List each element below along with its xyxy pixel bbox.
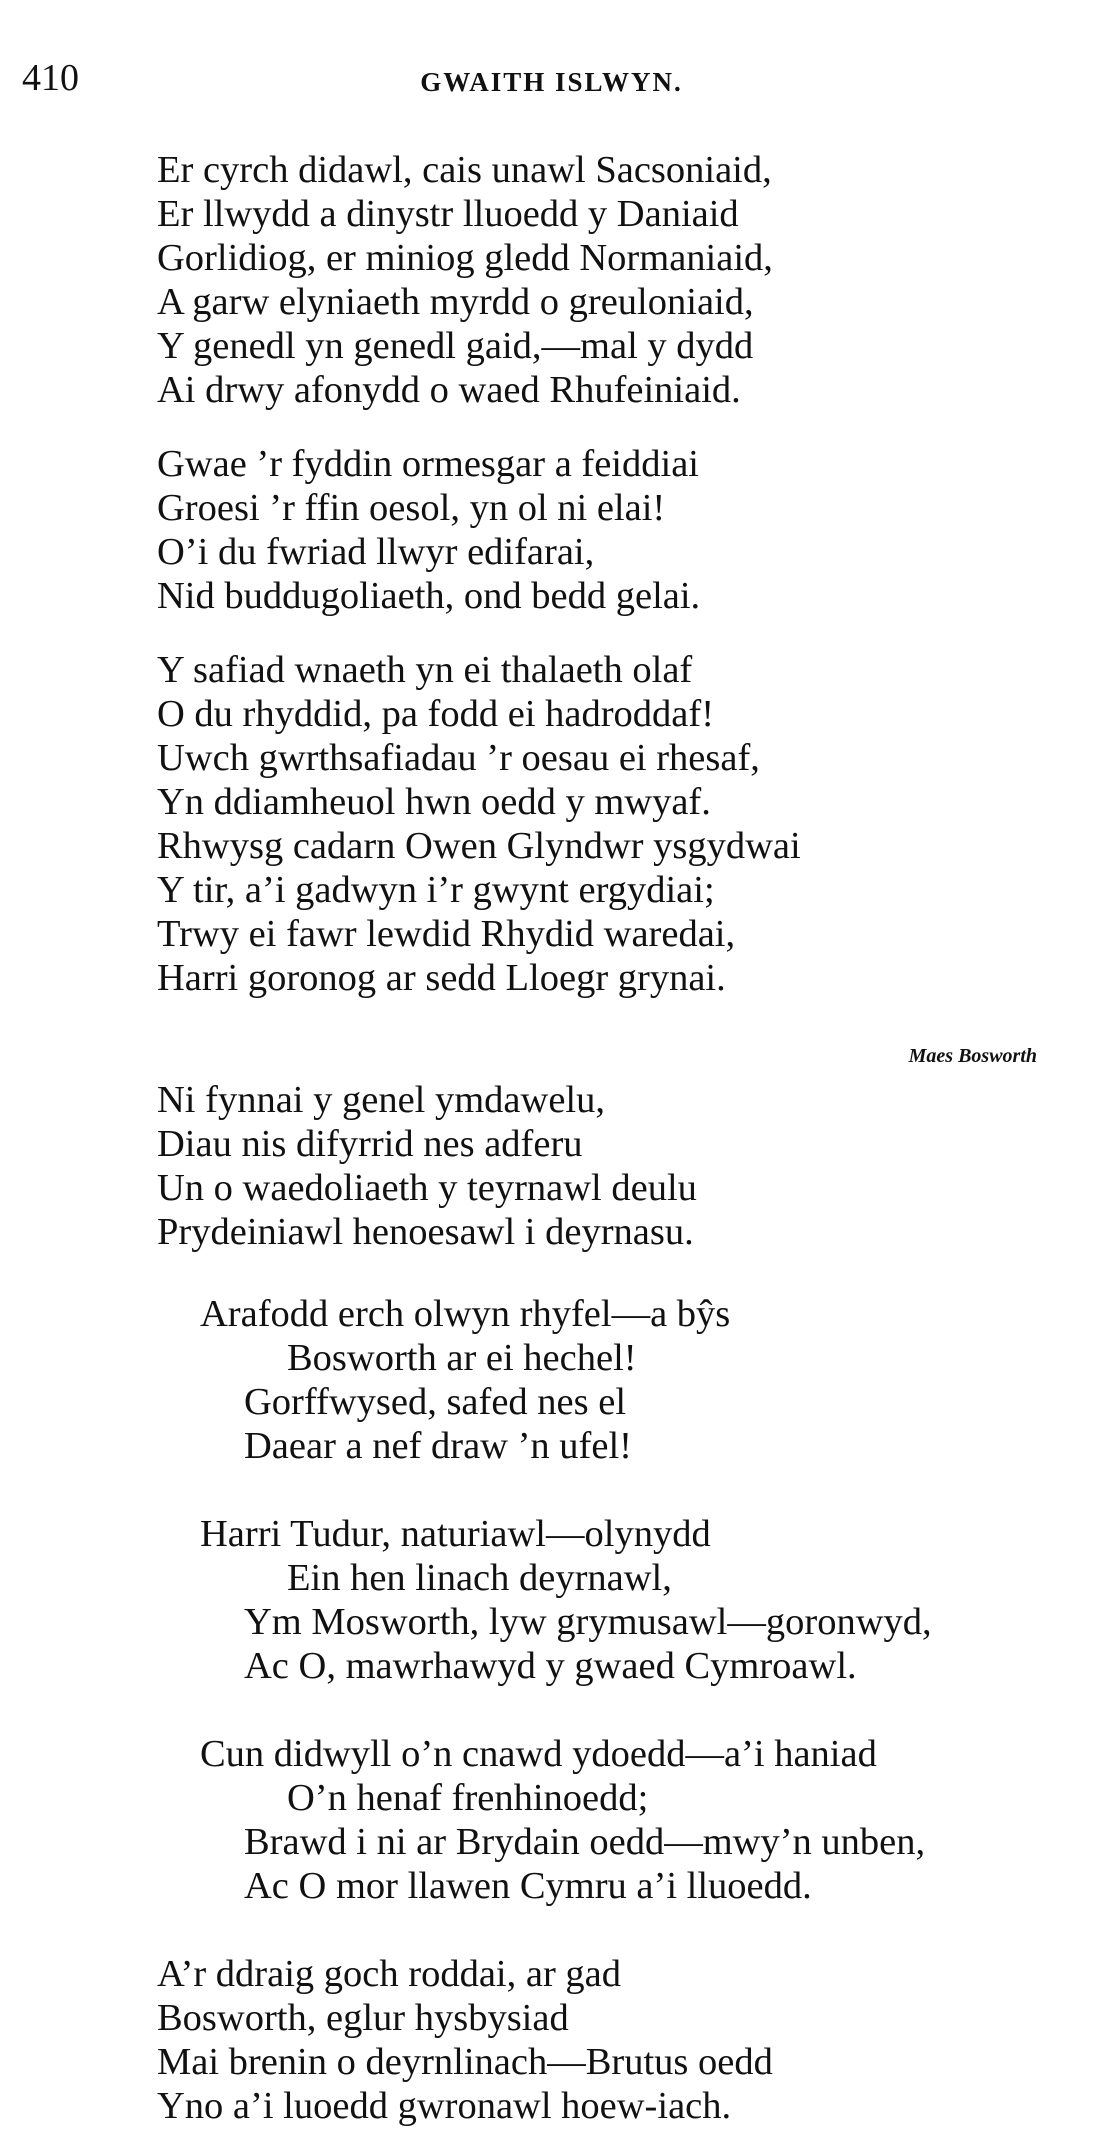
verse-line: Nid buddugoliaeth, ond bedd gelai. xyxy=(157,575,701,617)
verse-line: Ai drwy afonydd o waed Rhufeiniaid. xyxy=(157,369,741,411)
verse-line: Prydeiniawl henoesawl i deyrnasu. xyxy=(157,1211,694,1253)
verse-line: Cun didwyll o’n cnawd ydoedd—a’i haniad xyxy=(200,1733,877,1775)
verse-line: Daear a nef draw ’n ufel! xyxy=(244,1425,632,1467)
verse-line: Ym Mosworth, lyw grymusawl—goronwyd, xyxy=(244,1601,932,1643)
verse-line: Harri Tudur, naturiawl—olynydd xyxy=(200,1513,711,1555)
verse-line: Diau nis difyrrid nes adferu xyxy=(157,1123,583,1165)
verse-line: Uwch gwrthsafiadau ’r oesau ei rhesaf, xyxy=(157,737,760,779)
verse-line: Er llwydd a dinystr lluoedd y Daniaid xyxy=(157,193,739,235)
verse-line: Harri goronog ar sedd Lloegr grynai. xyxy=(157,957,726,999)
verse-line: Groesi ’r ffin oesol, yn ol ni elai! xyxy=(157,487,666,529)
verse-line: Y genedl yn genedl gaid,—mal y dydd xyxy=(157,325,754,367)
verse-line: Ni fynnai y genel ymdawelu, xyxy=(157,1079,605,1121)
verse-line: Bosworth, eglur hysbysiad xyxy=(157,1997,569,2039)
verse-line: Yn ddiamheuol hwn oedd y mwyaf. xyxy=(157,781,711,823)
verse-line: A’r ddraig goch roddai, ar gad xyxy=(157,1953,621,1995)
verse-line: O’n henaf frenhinoedd; xyxy=(287,1777,649,1819)
verse-line: Ein hen linach deyrnawl, xyxy=(287,1557,672,1599)
verse-line: Rhwysg cadarn Owen Glyndwr ysgydwai xyxy=(157,825,801,867)
verse-line: Ac O mor llawen Cymru a’i lluoedd. xyxy=(244,1865,812,1907)
verse-line: Y tir, a’i gadwyn i’r gwynt ergydiai; xyxy=(157,869,715,911)
verse-line: Er cyrch didawl, cais unawl Sacsoniaid, xyxy=(157,149,772,191)
verse-line: O du rhyddid, pa fodd ei hadroddaf! xyxy=(157,693,715,735)
verse-line: Y safiad wnaeth yn ei thalaeth olaf xyxy=(157,649,693,691)
verse-line: Trwy ei fawr lewdid Rhydid waredai, xyxy=(157,913,736,955)
verse-line: Gorffwysed, safed nes el xyxy=(244,1381,627,1423)
verse-line: Un o waedoliaeth y teyrnawl deulu xyxy=(157,1167,697,1209)
running-title: GWAITH ISLWYN. xyxy=(420,67,683,97)
verse-line: Ac O, mawrhawyd y gwaed Cymroawl. xyxy=(244,1645,857,1687)
margin-note: Maes Bosworth xyxy=(908,1045,1037,1067)
verse-line: Yno a’i luoedd gwronawl hoew-iach. xyxy=(157,2085,732,2127)
verse-line: A garw elyniaeth myrdd o greuloniaid, xyxy=(157,281,754,323)
verse-line: Mai brenin o deyrnlinach—Brutus oedd xyxy=(157,2041,773,2083)
verse-line: O’i du fwriad llwyr edifarai, xyxy=(157,531,595,573)
verse-line: Gwae ’r fyddin ormesgar a feiddiai xyxy=(157,443,699,485)
verse-line: Gorlidiog, er miniog gledd Normaniaid, xyxy=(157,237,773,279)
page-number: 410 xyxy=(22,57,79,99)
verse-line: Bosworth ar ei hechel! xyxy=(287,1337,637,1379)
verse-line: Arafodd erch olwyn rhyfel—a bŷs xyxy=(200,1293,731,1335)
verse-line: Brawd i ni ar Brydain oedd—mwy’n unben, xyxy=(244,1821,926,1863)
